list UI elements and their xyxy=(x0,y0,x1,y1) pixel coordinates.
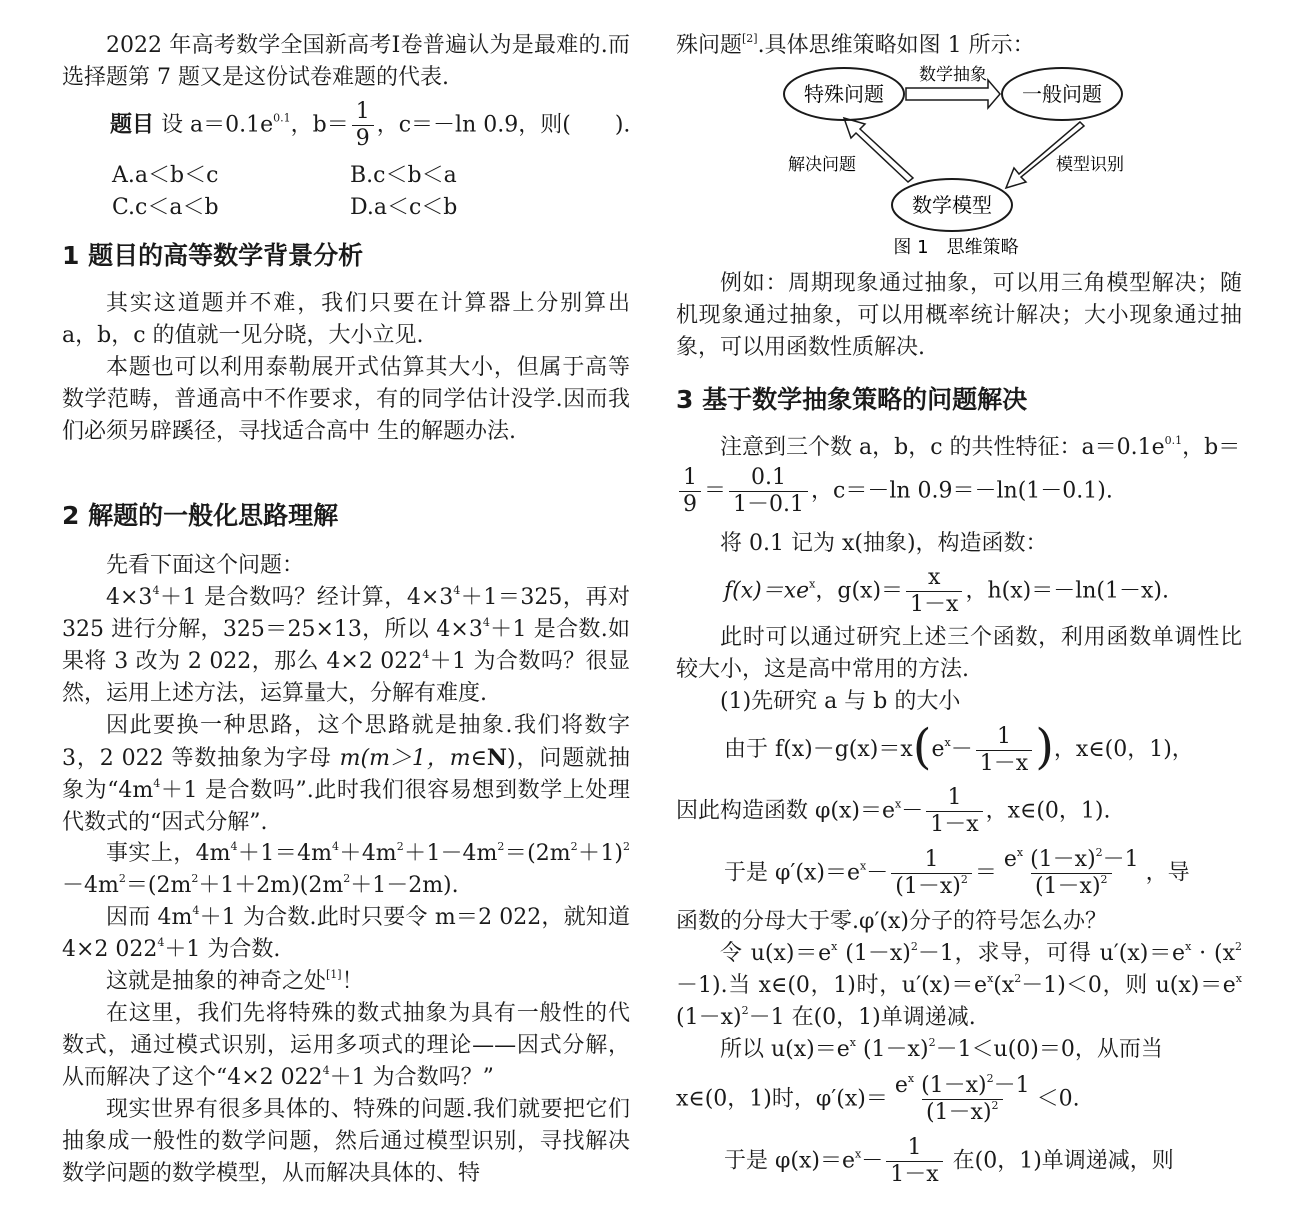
fraction-dphi-2: $\frac{e^x (1-x)^2-1}{(1-x)^2}$ xyxy=(1003,846,1139,899)
function-definitions: $f(x)=xe^x$，g(x)＝ $\frac{x}{1-x}$ ，h(x)＝－ln(1－x). xyxy=(724,565,1169,617)
citation-2: [2] xyxy=(742,32,758,45)
section-3-p4: (1)先研究 a 与 b 的大小 xyxy=(720,689,961,714)
problem-b: ，b＝ xyxy=(290,112,349,138)
section-1-p1: 其实这道题并不难，我们只要在计算器上分别算出 a，b，c 的值就一见分晓，大小立见. xyxy=(62,291,630,348)
section-3-p8: 函数的分母大于零.φ′(x)分子的符号怎么办？ xyxy=(676,909,1107,934)
fraction-p11: $\frac{e^x (1-x)^2-1}{(1-x)^2}$ xyxy=(894,1072,1030,1125)
node-model-label: 数学模型 xyxy=(912,193,992,217)
section-2-p5: 因而 $4m^4+1$ 为合数.此时只要令 m＝2 022，就知道 4×2 $022^4+1$ 为合数. xyxy=(62,904,630,962)
section-1-p2: 本题也可以利用泰勒展开式估算其大小，但属于高等数学范畴，普通高中不作要求，有的同学估计没学.因而我们必须另辟蹊径，寻找适合高中 生的解题办法. xyxy=(62,355,630,444)
fraction-dphi-1: $\frac{1}{(1-x)^2}$ xyxy=(891,848,972,899)
figure-caption: 图 1 思维策略 xyxy=(893,237,1019,258)
section-3-p10: 所以 $u(x)=e^x$ $(1-x)^2-1<u(0)=0$，从而当 xyxy=(720,1036,1163,1062)
section-3-title: 3 基于数学抽象策略的问题解决 xyxy=(676,385,1028,414)
problem-statement xyxy=(110,100,630,151)
section-3-p7: 于是 $\varphi'(x)=e^x-$ $\frac{1}{(1-x)^2}$ ＝ $\frac{e^x (1-x)^2-1}{(1-x)^2}$ ，导 xyxy=(724,846,1190,899)
section-2-p8: 现实世界有很多具体的、特殊的问题.我们就要把它们抽象成一般性的数学问题，然后通过模型识别，寻找解决数学问题的数学模型，从而解决具体的、特 xyxy=(62,1097,630,1186)
choice-c: C.c＜a＜b xyxy=(112,195,219,220)
intro-paragraph: 2022 年高考数学全国新高考Ⅰ卷普遍认为是最难的.而选择题第 7 题又是这份试卷难题的代表. xyxy=(62,33,630,90)
fraction-p5: $\frac{1}{1-x}$ xyxy=(976,725,1032,776)
section-3-p1-line1: 注意到三个数 a，b，c 的共性特征：$a=0.1e^{0.1}$，b＝ xyxy=(720,434,1241,460)
section-2-p4: 事实上，$4m^4+1=4m^4+4m^2+1-4m^2=(2m^2+1)^2-4m^2=(2m^2+1+2m)(2m^2+1-2m)$. xyxy=(62,840,631,898)
problem-a: a＝0.1e xyxy=(190,112,274,138)
fraction-denominator: 9 xyxy=(352,125,374,151)
fraction-numerator: 1 xyxy=(355,99,370,124)
edge-recognize-label: 模型识别 xyxy=(1056,155,1124,175)
section-3-p12: 于是 $\varphi(x)=e^x-$ $\frac{1}{1-x}$ 在(0，1)单调递减，则 xyxy=(724,1135,1174,1187)
problem-text: 设 xyxy=(161,112,191,138)
problem-a-exp: 0.1 xyxy=(273,111,291,125)
section-3-p1-line2: $\frac{1}{9}$ ＝ $\frac{0.1}{1-0.1}$ ，c＝－ln 0.9＝－ln(1－0.1). xyxy=(676,466,1113,517)
section-2-p6: 这就是抽象的神奇之处[1]！ xyxy=(106,968,364,994)
section-1-title: 1 题目的高等数学背景分析 xyxy=(62,241,364,270)
fraction-phi: $\frac{1}{1-x}$ xyxy=(926,786,982,837)
fraction-01: $\frac{0.1}{1-0.1}$ xyxy=(729,466,808,517)
citation-1: [1] xyxy=(326,968,342,981)
node-general-label: 一般问题 xyxy=(1022,82,1102,106)
fraction-p12: $\frac{1}{1-x}$ xyxy=(886,1136,942,1187)
thinking-strategy-diagram xyxy=(676,0,1242,262)
section-3-p2: 将 0.1 记为 x(抽象)，构造函数： xyxy=(720,531,1048,556)
section-2-p3: 因此要换一种思路，这个思路就是抽象.我们将数字 3，2 022 等数抽象为字母 m(m＞1，m∈N)，问题就抽象为“$4m^4+1$ 是合数吗”.此时我们很容易想到数学上处理代数式的“因式分解”. xyxy=(62,713,630,835)
problem-label: 题目 xyxy=(110,112,155,138)
choice-a: A.a＜b＜c xyxy=(112,163,219,188)
answer-choices xyxy=(112,158,632,222)
problem-b-fraction xyxy=(352,100,374,151)
edge-solve-label: 解决问题 xyxy=(788,155,856,175)
fraction-g: $\frac{x}{1-x}$ xyxy=(906,566,962,617)
section-2-p7: 在这里，我们先将特殊的数式抽象为具有一般性的代数式，通过模式识别，运用多项式的理论——因式分解，从而解决了这个“4×2 $022^4+1$ 为合数吗？” xyxy=(62,1001,630,1090)
problem-c: ，c＝－ln 0.9，则( ). xyxy=(376,112,631,138)
section-2-p2: $4\times 3^4+1$ 是合数吗？经计算，$4\times 3^4+1=325$，再对 325 进行分解，325＝25×13，所以 $4\times 3^4+1$ 是合数.如果将 3 改为 2 022，那么 4×2 $022^4+1$ 为合数吗？很显然，运用上述方法，运算量大，分解有难度. xyxy=(62,584,630,706)
continued-text: 殊问题[2].具体思维策略如图 1 所示： xyxy=(676,32,1035,58)
section-3-p9: 令 $u(x)=e^x$ $(1-x)^2-1$，求导，可得 $u'(x)=e^x \cdot (x^2-1)$.当 x∈(0，1)时，$u'(x)=e^x(x^2-1)<0$，则 $u(x)=e^x$ $(1-x)^2-1$ 在(0，1)单调递减. xyxy=(676,940,1243,1030)
section-2-title: 2 解题的一般化思路理解 xyxy=(62,501,339,530)
section-2-p1: 先看下面这个问题： xyxy=(106,553,305,578)
example-paragraph: 例如：周期现象通过抽象，可以用三角模型解决；随机现象通过抽象，可以用概率统计解决；大小现象通过抽象，可以用函数性质解决. xyxy=(676,271,1242,360)
edge-abstract-label: 数学抽象 xyxy=(919,65,987,85)
choice-d: D.a＜c＜b xyxy=(350,195,458,220)
section-3-p6: 因此构造函数 $\varphi(x)=e^x-$ $\frac{1}{1-x}$ ，x∈(0，1). xyxy=(676,785,1111,837)
section-3-p5: 由于 $f(x)-g(x)=x(e^x-$ $\frac{1}{1-x}$ )，x∈(0，1)， xyxy=(724,719,1194,776)
section-3-p11: x∈(0，1)时，φ′(x)＝ $\frac{e^x (1-x)^2-1}{(1-x)^2}$ ＜0. xyxy=(676,1072,1080,1125)
node-special-label: 特殊问题 xyxy=(804,82,884,106)
section-3-p3: 此时可以通过研究上述三个函数，利用函数单调性比较大小，这是高中常用的方法. xyxy=(676,625,1242,682)
choice-b: B.c＜b＜a xyxy=(350,163,457,188)
fraction-1-9: $\frac{1}{9}$ xyxy=(679,466,701,517)
